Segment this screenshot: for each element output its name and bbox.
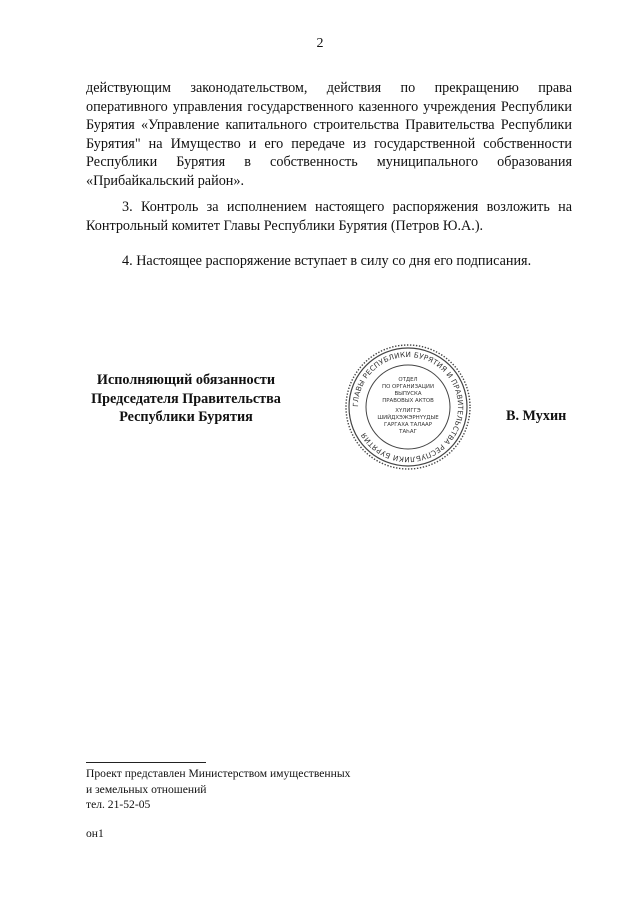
seal-center-line: ХҮЛИГГЭ [395, 408, 421, 414]
footnote [86, 766, 350, 813]
official-seal-graphic [344, 343, 472, 471]
seal-center-line: ПО ОРГАНИЗАЦИИ [382, 384, 434, 390]
seal-center-line: ПРАВОВЫХ АКТОВ [382, 398, 434, 404]
signatory-title-line: Председателя Правительства [91, 390, 281, 407]
seal-center-line: ВЫПУСКА [394, 391, 422, 397]
official-seal [344, 343, 472, 471]
paragraph-control-clause: 3. Контроль за исполнением настоящего распоряжения возложить на Контрольный комитет Главы Республики Бурятия (Петров Ю.А.). [86, 199, 572, 234]
paragraph-effective-date: 4. Настоящее распоряжение вступает в силу со дня его подписания. [122, 253, 532, 269]
footnote-line: и земельных отношений [86, 782, 207, 796]
signatory-title-line: Исполняющий обязанности [96, 372, 276, 388]
footnote-line: Проект представлен Министерством имущественных [86, 767, 351, 780]
signatory-title [78, 371, 294, 427]
footnote-line: тел. 21-52-05 [86, 798, 151, 811]
document-code: он1 [86, 827, 104, 840]
seal-center-line: ГАРГАХА ТАЛААР [384, 422, 432, 428]
paragraph-property-transfer: действующим законодательством, действия по прекращению права оперативного управления государственного казенного учреждения Республики Бурятия «Управление капитального строительства Правительства Республики Бурятия" на Имущество и его передаче из государственной собственности Республики Бурятия в собственность муниципального образования «Прибайкальский район». [86, 80, 572, 189]
footnote-divider [86, 762, 206, 763]
seal-center-line: ТАҺАГ [399, 429, 417, 435]
seal-ring-text: ГЛАВЫ РЕСПУБЛИКИ БУРЯТИЯ И ПРАВИТЕЛЬСТВА РЕСПУБЛИКИ БУРЯТИЯ [350, 349, 466, 465]
seal-center-line: ОТДЕЛ [398, 377, 418, 383]
signatory-title-line: Республики Бурятия [119, 409, 253, 425]
page-number: 2 [316, 36, 324, 51]
seal-center-line: ШИЙДХЭЖЭРНҮҮДЫЕ [377, 415, 439, 421]
signatory-name: В. Мухин [506, 408, 567, 424]
